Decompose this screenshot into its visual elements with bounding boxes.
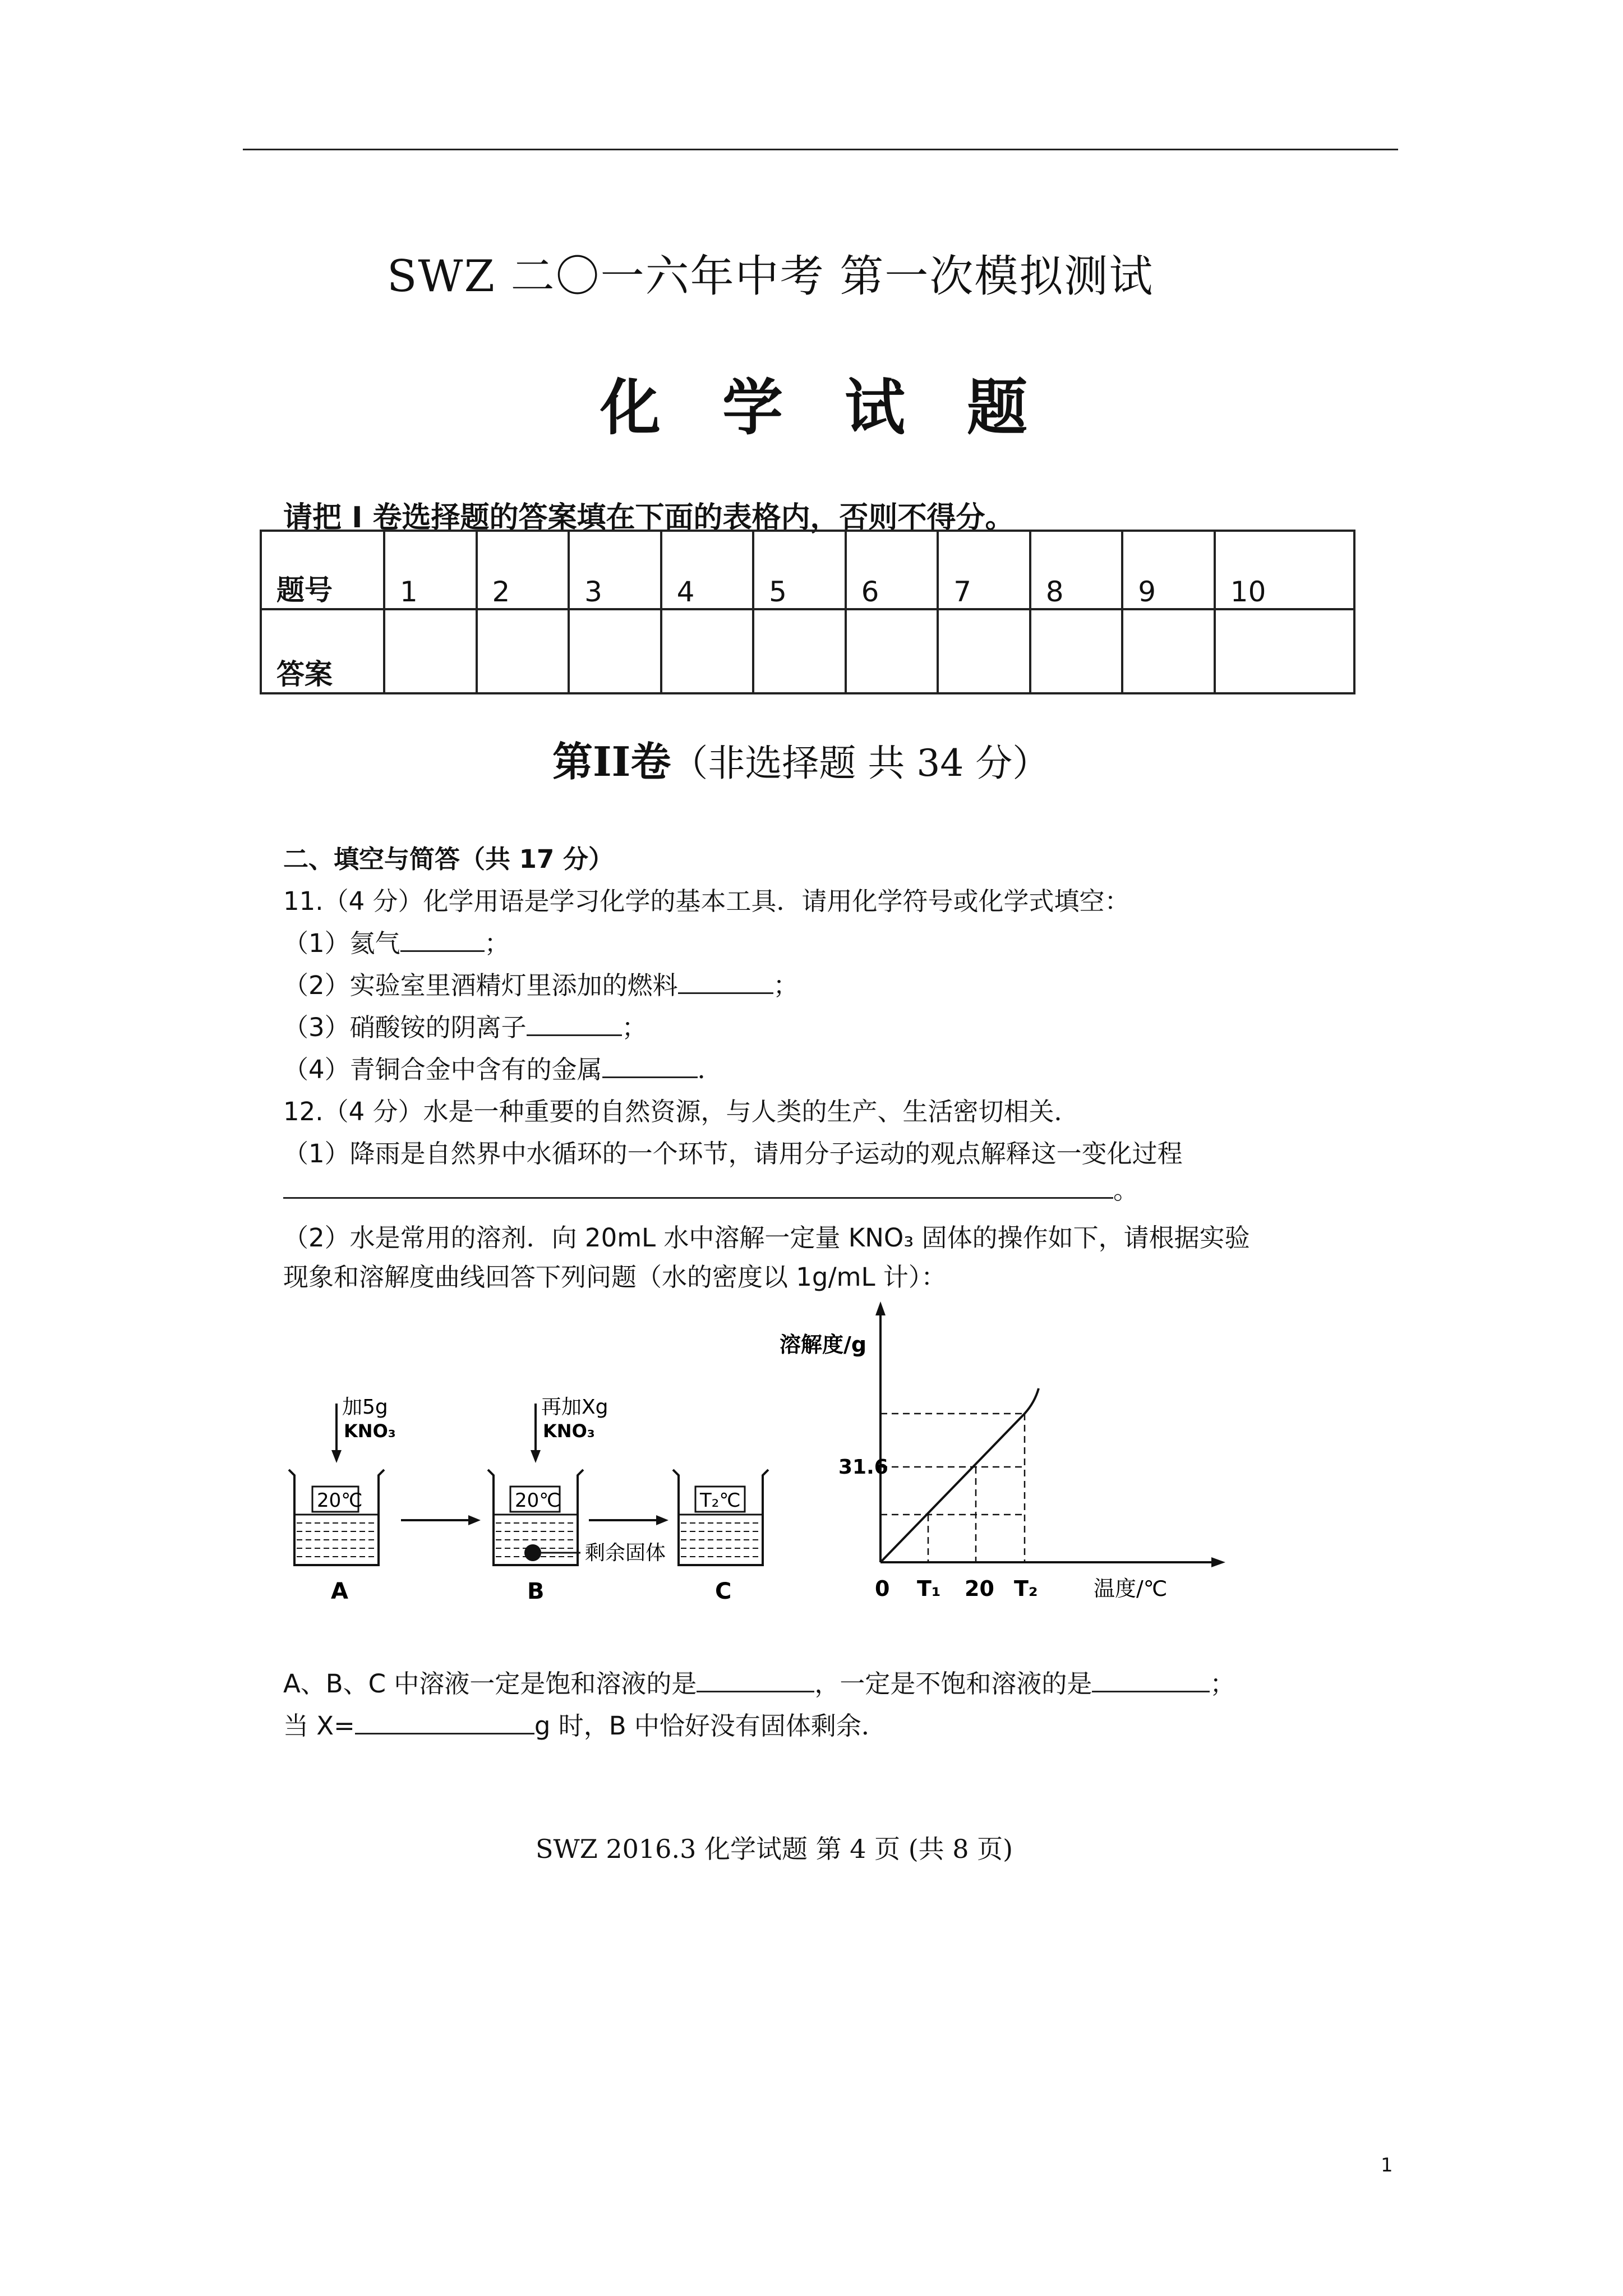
answer-blank[interactable] — [355, 1709, 534, 1734]
question-number: 5 — [753, 531, 846, 609]
q12-part1-answer-line — [283, 1170, 1138, 1206]
q11-item-4-label: （4）青铜合金中含有的金属 — [283, 1055, 602, 1084]
x-tick-0: 0 — [875, 1576, 890, 1601]
q12-q2-text-b: g 时，B 中恰好没有固体剩余． — [534, 1711, 887, 1741]
answer-blank[interactable] — [527, 1011, 622, 1036]
answer-blank[interactable] — [400, 927, 485, 952]
q12-q1-text-a: A、B、C 中溶液一定是饱和溶液的是 — [283, 1669, 697, 1699]
question-number: 10 — [1215, 531, 1354, 609]
answer-blank[interactable] — [697, 1667, 814, 1692]
experiment-diagram — [278, 1380, 799, 1616]
question-number: 2 — [477, 531, 569, 609]
x-axis-arrow — [1211, 1557, 1225, 1567]
arrow-a-b-head — [468, 1515, 481, 1525]
q11-item-4 — [283, 1049, 723, 1085]
q11-item-3-label: （3）硝酸铵的阴离子 — [283, 1013, 527, 1042]
add1-arrowhead — [331, 1450, 342, 1463]
subject-title: 化学试题 — [600, 372, 1090, 443]
q12-question-line1 — [283, 1663, 1235, 1700]
graph-x-label: 温度/℃ — [1094, 1576, 1168, 1601]
beaker-b-temp: 20℃ — [515, 1489, 561, 1512]
part2-heading: 二、填空与简答（共 17 分） — [283, 844, 614, 874]
q12-stem: 12.（4 分）水是一种重要的自然资源，与人类的生产、生活密切相关． — [283, 1097, 1080, 1126]
add2-arrowhead — [531, 1450, 541, 1463]
q11-item-4-end: ． — [697, 1055, 723, 1084]
page-footer: SWZ 2016.3 化学试题 第 4 页 (共 8 页) — [536, 1834, 1013, 1864]
top-rule — [243, 149, 1398, 150]
q11-item-1 — [283, 923, 510, 959]
answer-blank[interactable] — [602, 1053, 698, 1078]
question-number: 1 — [384, 531, 477, 609]
q11-item-1-label: （1）氦气 — [283, 928, 400, 958]
answer-cell[interactable] — [938, 609, 1030, 693]
q12-part1: （1）降雨是自然界中水循环的一个环节，请用分子运动的观点解释这一变化过程 — [283, 1139, 1183, 1168]
y-tick-31-6: 31.6 — [838, 1456, 888, 1479]
answer-cell[interactable] — [1122, 609, 1215, 693]
question-number: 8 — [1030, 531, 1123, 609]
answer-blank[interactable] — [678, 969, 773, 994]
add2-text-1: 再加Xg — [541, 1396, 608, 1419]
q11-item-2 — [283, 965, 799, 1001]
page-number: 1 — [1381, 2154, 1393, 2177]
answer-cell[interactable] — [661, 609, 754, 693]
question-number: 9 — [1122, 531, 1215, 609]
answer-cell[interactable] — [753, 609, 846, 693]
q11-stem: 11.（4 分）化学用语是学习化学的基本工具．请用化学符号或化学式填空： — [283, 886, 1130, 916]
q12-part2-line2: 现象和溶解度曲线回答下列问题（水的密度以 1g/mL 计）： — [283, 1262, 947, 1292]
answer-table-answer-row — [261, 609, 1354, 693]
beaker-c-label: C — [715, 1579, 732, 1604]
q12-q2-text-a: 当 X= — [283, 1711, 355, 1741]
q11-item-2-end: ； — [773, 970, 799, 1000]
x-tick-t2: T₂ — [1014, 1576, 1038, 1601]
answer-table-number-row — [261, 531, 1354, 609]
answer-blank[interactable] — [283, 1174, 1113, 1199]
answer-cell[interactable] — [1030, 609, 1123, 693]
answer-header: 答案 — [261, 609, 384, 693]
beaker-c — [673, 1470, 768, 1565]
section2-heading — [552, 729, 1049, 788]
answer-table — [260, 530, 1355, 694]
beaker-a-label: A — [331, 1579, 348, 1604]
q12-question-line2 — [283, 1705, 887, 1742]
question-number: 4 — [661, 531, 754, 609]
solubility-curve — [880, 1388, 1039, 1562]
answer-cell[interactable] — [569, 609, 661, 693]
answer-cell[interactable] — [477, 609, 569, 693]
residue-label: 剩余固体 — [585, 1542, 666, 1565]
question-number: 7 — [938, 531, 1030, 609]
answer-cell[interactable] — [846, 609, 938, 693]
q12-q1-text-b: ，一定是不饱和溶液的是 — [814, 1669, 1092, 1699]
beaker-b — [488, 1470, 583, 1565]
q11-item-1-end: ； — [484, 928, 510, 958]
exam-title: SWZ 二〇一六年中考 第一次模拟测试 — [387, 251, 1154, 302]
answer-blank[interactable] — [1092, 1667, 1210, 1692]
question-number: 6 — [846, 531, 938, 609]
arrow-b-c-head — [656, 1515, 668, 1525]
y-axis-arrow — [875, 1301, 886, 1315]
section2-subtitle: （非选择题 共 34 分） — [671, 742, 1050, 785]
beaker-a — [289, 1470, 384, 1565]
question-number: 3 — [569, 531, 661, 609]
beaker-c-temp: T₂℃ — [700, 1489, 741, 1512]
section2-title: 第II卷 — [552, 738, 671, 785]
answer-instruction: 请把 I 卷选择题的答案填在下面的表格内，否则不得分。 — [283, 501, 1015, 535]
add2-text-2: KNO₃ — [543, 1420, 595, 1442]
q11-item-3 — [283, 1007, 647, 1043]
x-tick-20: 20 — [965, 1576, 994, 1601]
add1-text-1: 加5g — [342, 1396, 388, 1419]
answer-cell[interactable] — [1215, 609, 1354, 693]
q12-q1-end: ； — [1210, 1669, 1235, 1699]
residue-solid — [524, 1544, 541, 1561]
beaker-b-label: B — [527, 1579, 545, 1604]
x-tick-t1: T₁ — [917, 1576, 941, 1601]
beaker-a-temp: 20℃ — [317, 1489, 363, 1512]
q12-part1-end: 。 — [1113, 1175, 1139, 1205]
add1-text-2: KNO₃ — [344, 1420, 396, 1442]
answer-cell[interactable] — [384, 609, 477, 693]
q12-part2-line1: （2）水是常用的溶剂．向 20mL 水中溶解一定量 KNO₃ 固体的操作如下，请根据实验 — [283, 1223, 1250, 1253]
q11-item-3-end: ； — [621, 1013, 647, 1042]
q11-item-2-label: （2）实验室里酒精灯里添加的燃料 — [283, 970, 678, 1000]
graph-y-label: 溶解度/g — [780, 1332, 867, 1357]
solubility-graph — [780, 1293, 1245, 1607]
number-header: 题号 — [261, 531, 384, 609]
